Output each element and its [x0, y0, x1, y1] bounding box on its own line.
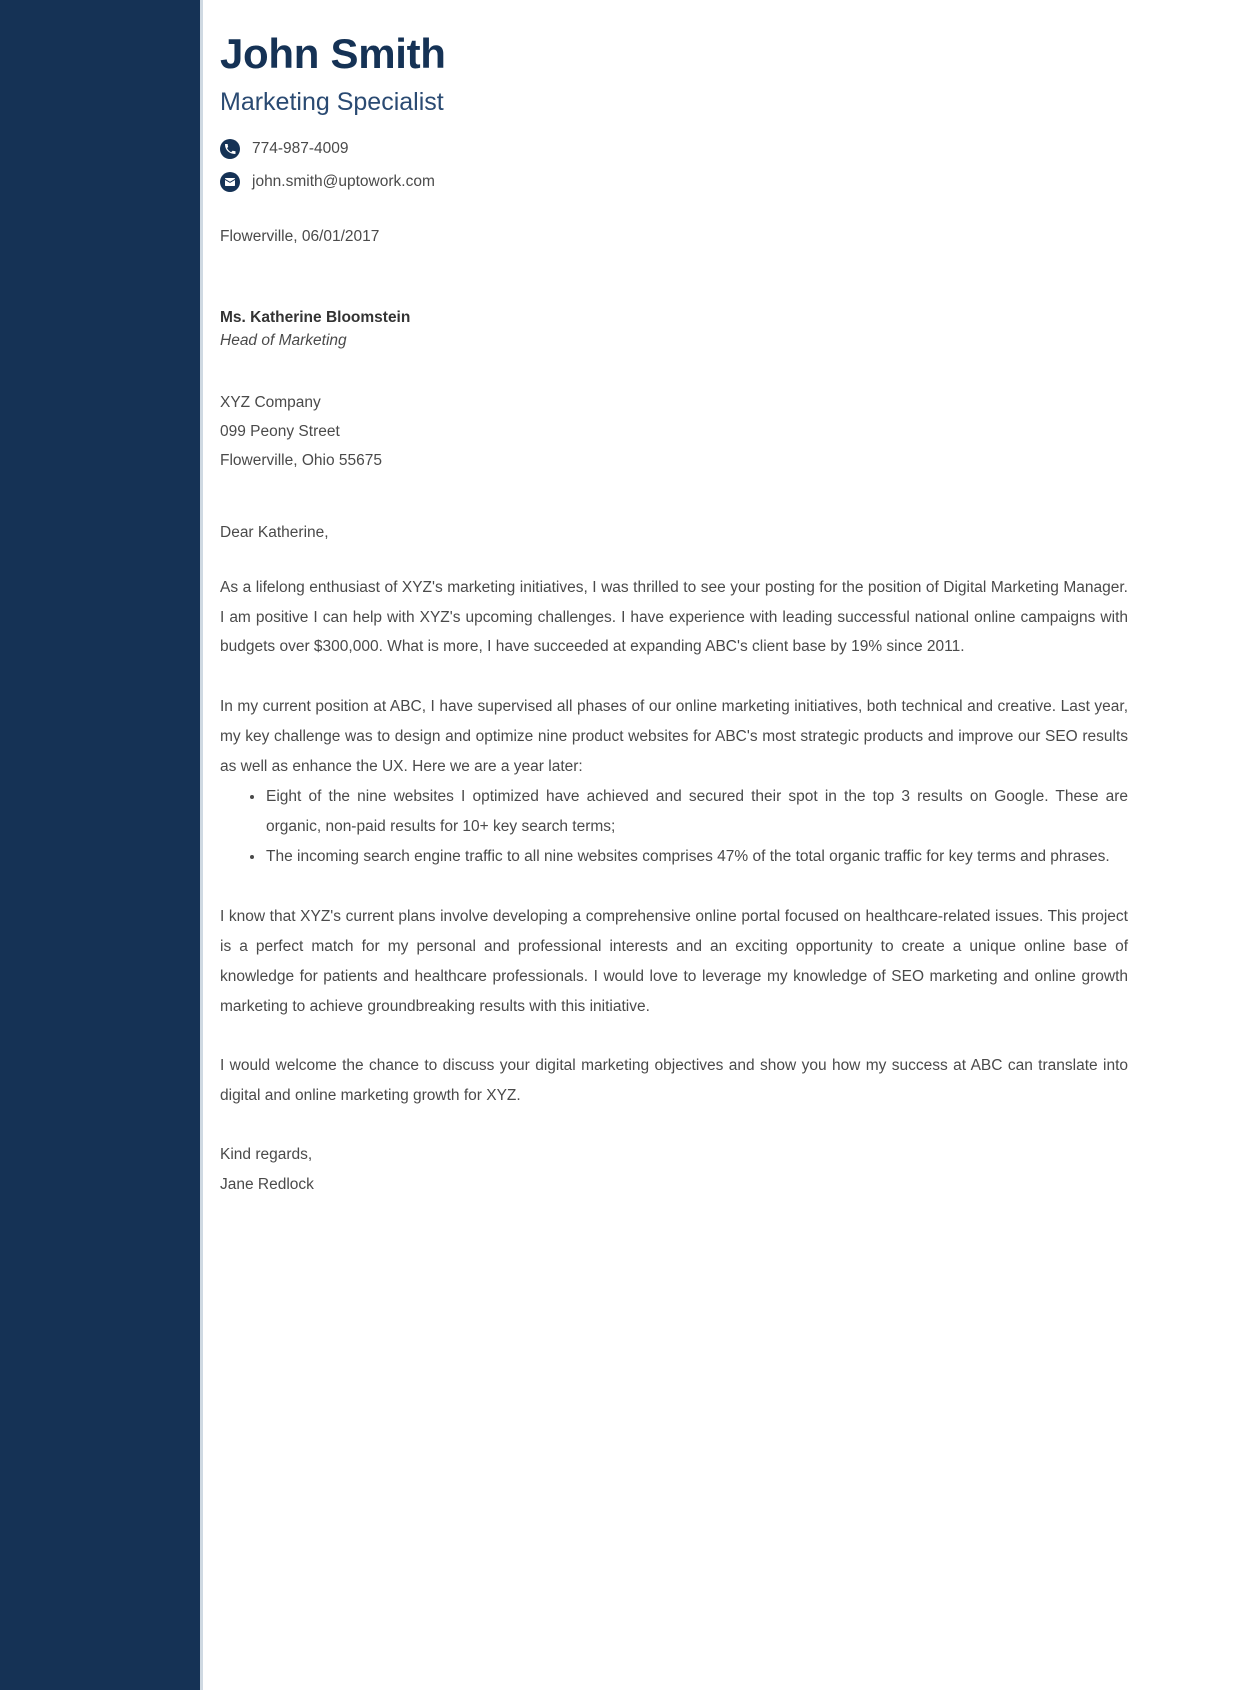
address-line-city: Flowerville, Ohio 55675 [220, 451, 382, 469]
body-paragraph-4: I would welcome the chance to discuss your digital marketing objectives and show you how my success at ABC can translate into digital and online marketing growth for XYZ. [220, 1057, 1128, 1105]
signature-name: Jane Redlock [220, 1175, 314, 1193]
address-line-company: XYZ Company [220, 393, 321, 411]
applicant-job-title: Marketing Specialist [220, 88, 444, 117]
letter-header [220, 0, 1128, 192]
body-paragraph-2: In my current position at ABC, I have supervised all phases of our online marketing initiatives, both technical and creative. Last year, my key challenge was to design and optimize nine product websites for ABC's most strategic products and improve our SEO results as well as enhance the UX. Here we are a year later: [220, 698, 1128, 776]
contact-item-email[interactable] [220, 172, 1128, 192]
closing-line: Kind regards, [220, 1146, 313, 1164]
letter-content [203, 0, 1250, 1690]
achievement-bullet-list [220, 782, 1128, 872]
signoff-block [220, 1140, 1128, 1199]
recipient-block [220, 303, 1128, 475]
bullet-item-1: Eight of the nine websites I optimized have achieved and secured their spot in the top 3 results on Google. These are organic, non-paid results for 10+ key search terms; [250, 782, 1128, 842]
applicant-name: John Smith [220, 30, 446, 77]
letter-date: Flowerville, 06/01/2017 [220, 228, 380, 246]
contact-list [220, 139, 1128, 192]
recipient-address [220, 388, 1128, 475]
bullet-item-2: The incoming search engine traffic to all nine websites comprises 47% of the total organic traffic for key terms and phrases. [250, 842, 1128, 872]
sidebar-accent-bar [0, 0, 200, 1690]
contact-value-email: john.smith@uptowork.com [252, 172, 435, 190]
recipient-name: Ms. Katherine Bloomstein [220, 308, 411, 326]
body-paragraph-1: As a lifelong enthusiast of XYZ's marketing initiatives, I was thrilled to see your posting for the position of Digital Marketing Manager. I am positive I can help with XYZ's upcoming challenges. I have experience with leading successful national online campaigns with budgets over $300,000. What is more, I have succeeded at expanding ABC's client base by 19% since 2011. [220, 578, 1128, 656]
phone-icon [220, 139, 240, 159]
salutation: Dear Katherine, [220, 524, 329, 542]
address-line-street: 099 Peony Street [220, 422, 340, 440]
contact-value-phone: 774-987-4009 [252, 139, 349, 157]
email-icon [220, 172, 240, 192]
recipient-role: Head of Marketing [220, 332, 347, 350]
body-paragraph-3: I know that XYZ's current plans involve developing a comprehensive online portal focused on healthcare-related issues. This project is a perfect match for my personal and professional interests and an exciting opportunity to create a unique online base of knowledge for patients and healthcare professionals. I would love to leverage my knowledge of SEO marketing and online growth marketing to achieve groundbreaking results with this initiative. [220, 907, 1128, 1015]
contact-item-phone[interactable] [220, 139, 1128, 159]
